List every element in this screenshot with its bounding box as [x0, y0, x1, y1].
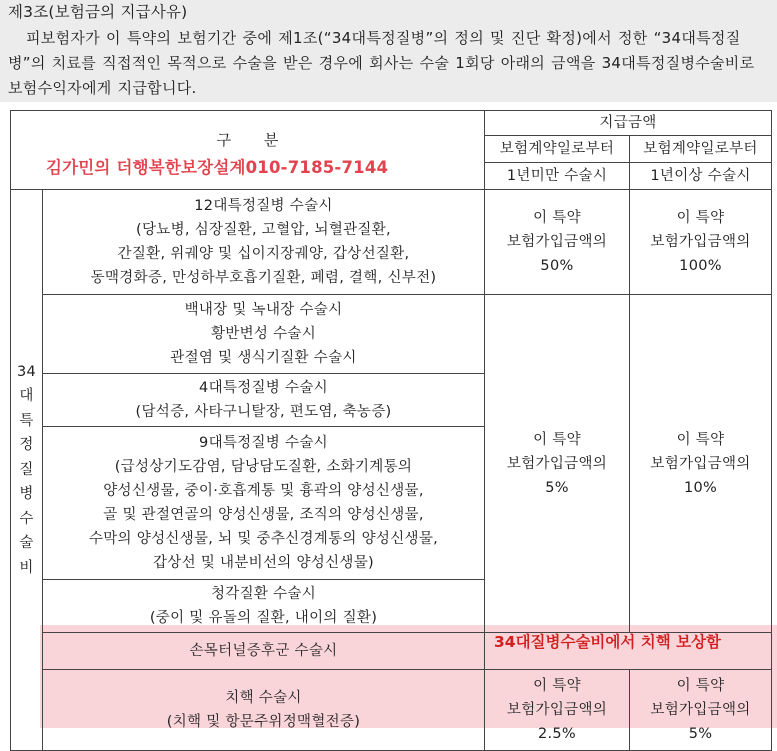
row-hemorrhoid	[43, 670, 485, 751]
amount-line: 이 특약	[533, 678, 581, 694]
amount-percent: 100%	[679, 258, 722, 274]
amount-line: 이 특약	[676, 210, 725, 226]
row-cataract-glaucoma	[43, 295, 485, 374]
row-line: 수막의 양성신생물, 뇌 및 중추신경계통의 양성신생물,	[88, 531, 439, 547]
amount-group3-lt1y	[485, 670, 630, 751]
row-line: 청각질환 수술시	[210, 586, 317, 602]
row-9-diseases	[43, 427, 485, 580]
header-col2-line1: 보험계약일로부터	[630, 136, 772, 163]
article-header	[0, 0, 777, 102]
article-paragraph	[8, 26, 774, 101]
header-col1-line1: 보험계약일로부터	[485, 136, 630, 163]
vertical-label-char: 수	[19, 510, 34, 527]
row-line: 간질환, 위궤양 및 십이지장궤양, 갑상선질환,	[117, 246, 410, 262]
amount-group3-ge1y	[630, 670, 772, 751]
vertical-label-char: 대	[19, 388, 34, 405]
amount-percent: 50%	[540, 258, 574, 274]
amount-line: 이 특약	[676, 431, 725, 448]
vertical-label-char: 질	[19, 461, 34, 478]
amount-line: 이 특약	[676, 678, 725, 694]
amount-line: 보험가입금액의	[506, 234, 608, 250]
row-line: 갑상선 및 내분비선의 양성신생물)	[153, 555, 374, 571]
amount-percent: 10%	[683, 479, 718, 496]
amount-line: 보험가입금액의	[650, 234, 751, 250]
row-12-diseases	[43, 190, 485, 295]
amount-line: 보험가입금액의	[650, 702, 751, 718]
amount-percent: 5%	[688, 726, 713, 742]
amount-percent: 2.5%	[537, 726, 577, 742]
row-line: 양성신생물, 중이·호흡계통 및 흉곽의 양성신생물,	[103, 483, 424, 499]
row-line: 손목터널증후군 수술시	[189, 643, 338, 659]
benefit-table	[10, 110, 772, 751]
row-line: 관절염 및 생식기질환 수술시	[170, 350, 357, 366]
amount-group1-ge1y	[630, 190, 772, 295]
row-line: (중이 및 유돌의 질환, 내이의 질환)	[149, 610, 378, 626]
vertical-label-char: 병	[19, 486, 34, 503]
vertical-label-cell	[11, 190, 43, 751]
row-line: (당뇨병, 심장질환, 고혈압, 뇌혈관질환,	[136, 222, 391, 238]
header-col1-line2: 1년미만 수술시	[485, 163, 630, 190]
row-4-diseases	[43, 374, 485, 427]
row-line: 9대특정질병 수술시	[199, 435, 328, 451]
amount-group1-lt1y	[485, 190, 630, 295]
vertical-label-char: 34	[16, 363, 37, 380]
row-line: 12대특정질병 수술시	[194, 198, 333, 214]
vertical-label-char: 술	[19, 535, 34, 552]
amount-line: 보험가입금액의	[650, 455, 751, 472]
article-title: 제3조(보험금의 지급사유)	[8, 3, 188, 21]
amount-line: 이 특약	[533, 210, 581, 226]
vertical-label-char: 정	[19, 437, 34, 454]
annotation-text: 34대질병수술비에서 치핵 보상함	[494, 633, 722, 651]
row-line: (치핵 및 항문주위정맥혈전증)	[166, 714, 361, 730]
amount-group2-ge1y	[630, 295, 772, 633]
amount-line: 이 특약	[533, 431, 581, 448]
amount-group2-lt1y	[485, 295, 630, 633]
row-line: 치핵 수술시	[225, 690, 302, 706]
header-amount: 지급금액	[485, 111, 772, 136]
row-carpal-tunnel	[43, 633, 485, 670]
amount-percent: 5%	[545, 479, 569, 496]
vertical-label-char: 비	[19, 559, 34, 576]
row-line: 4대특정질병 수술시	[199, 380, 328, 396]
row-line: 황반변성 수술시	[210, 326, 317, 342]
vertical-label-char: 특	[19, 412, 34, 429]
amount-line: 보험가입금액의	[506, 455, 608, 472]
header-category: 구 분	[216, 130, 293, 149]
row-line: 골 및 관절연골의 양성신생물, 조직의 양성신생물,	[103, 507, 424, 523]
amount-line: 보험가입금액의	[506, 702, 608, 718]
article-paragraph-text: 피보험자가 이 특약의 보험기간 중에 제1조(“34대특정질병”의 정의 및 진단 확정)에서 정한 “34대특정질병”의 치료를 직접적인 목적으로 수술을 받은 경우에 회사는 수술 1회당 아래의 금액을 34대특정질병수술비로 보험수익자에게 지급합니다.	[8, 29, 755, 97]
row-line: (급성상기도감염, 담낭담도질환, 소화기계통의	[114, 459, 413, 475]
row-line: 동맥경화증, 만성하부호흡기질환, 폐렴, 결핵, 신부전)	[90, 270, 437, 286]
row-line: (담석증, 사타구니탈장, 편도염, 축농증)	[135, 404, 392, 420]
row-line: 백내장 및 녹내장 수술시	[184, 302, 343, 318]
row-hearing	[43, 580, 485, 633]
watermark-text: 김가민의 더행복한보장설계010-7185-7144	[46, 158, 389, 177]
header-col2-line2: 1년이상 수술시	[630, 163, 772, 190]
